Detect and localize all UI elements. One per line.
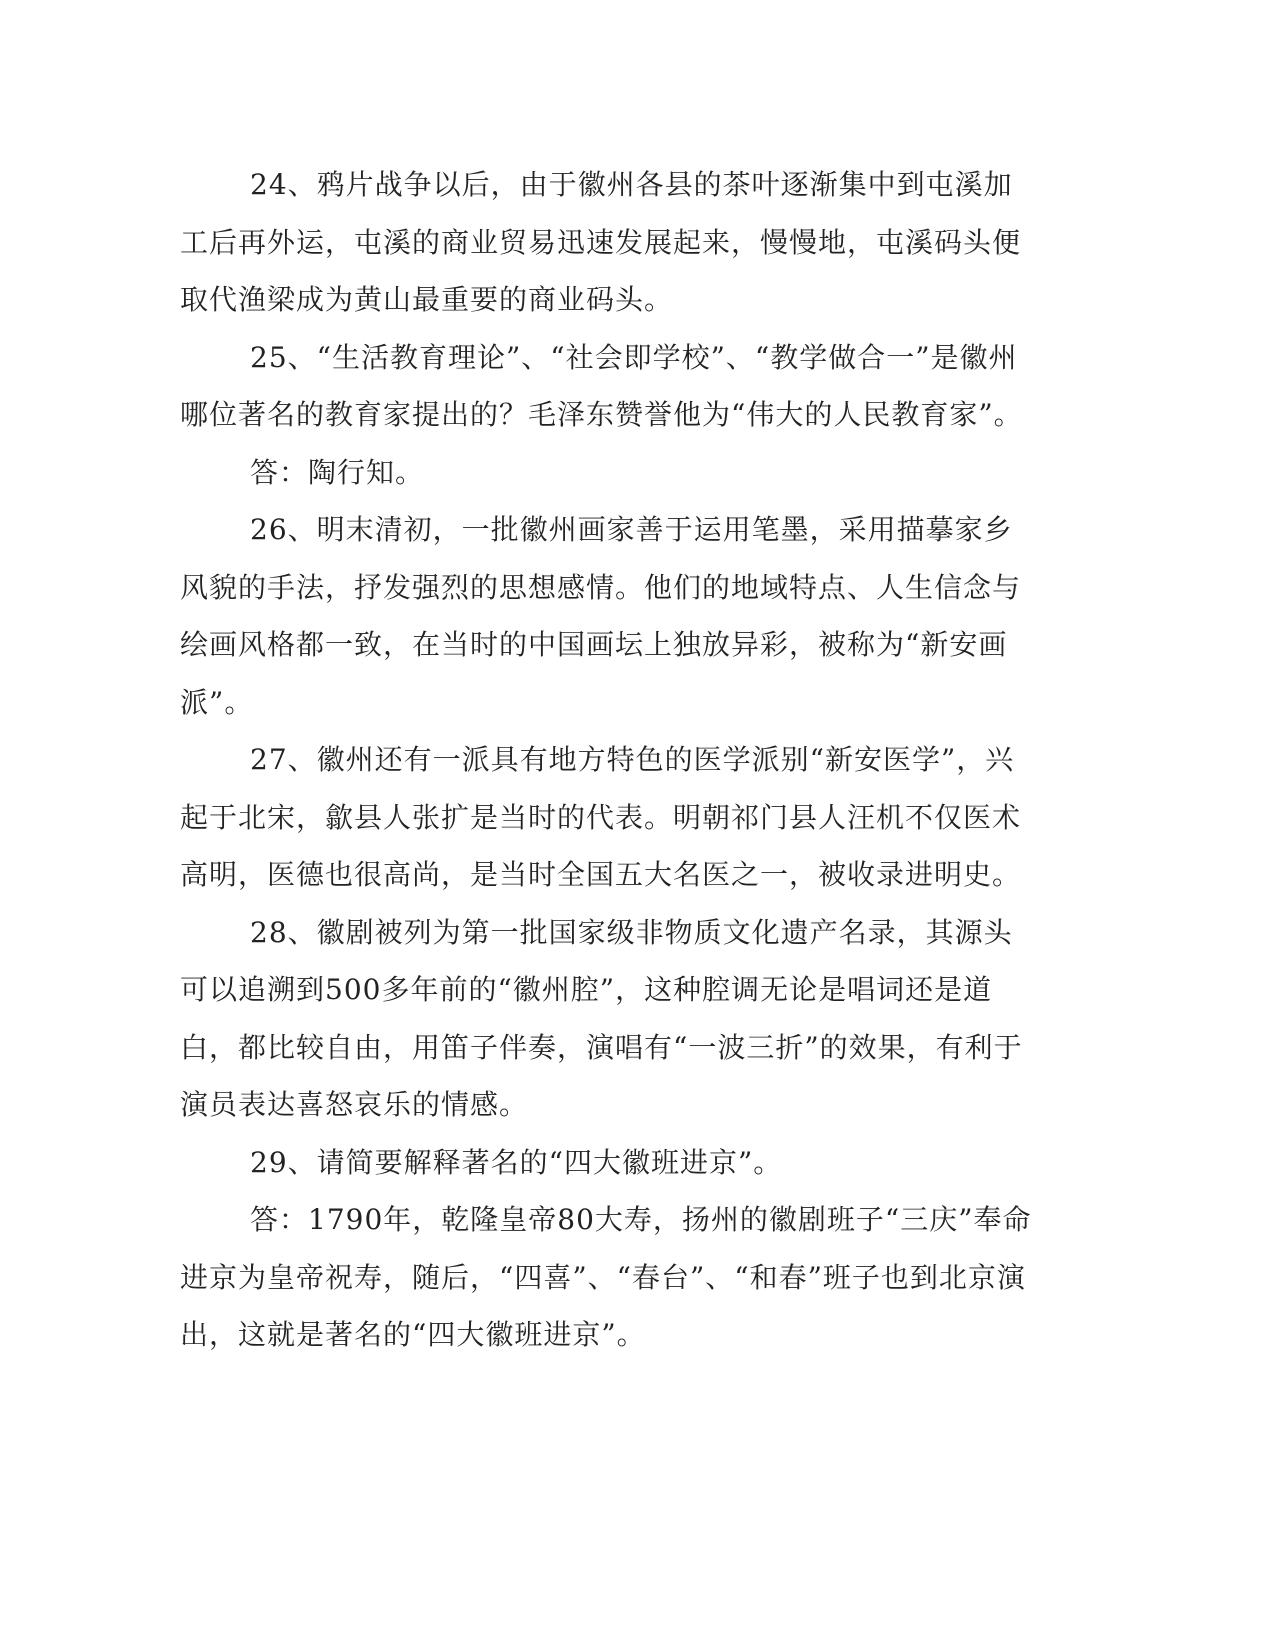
paragraph-29-question: 29、请简要解释著名的“四大徽班进京”。 xyxy=(250,1145,783,1179)
paragraph-28: 28、徽剧被列为第一批国家级非物质文化遗产名录，其源头可以追溯到500多年前的“徽州腔”，这种腔调无论是唱词还是道白，都比较自由，用笛子伴奏，演唱有“一波三折”的效果，有利于演员表达喜怒哀乐的情感。 xyxy=(180,915,1023,1121)
paragraph-26: 26、明末清初，一批徽州画家善于运用笔墨，采用描摹家乡风貌的手法，抒发强烈的思想感情。他们的地域特点、人生信念与绘画风格都一致，在当时的中国画坛上独放异彩，被称为“新安画派”。 xyxy=(180,513,1022,719)
paragraph-24: 24、鸦片战争以后，由于徽州各县的茶叶逐渐集中到屯溪加工后再外运，屯溪的商业贸易迅速发展起来，慢慢地，屯溪码头便取代渔梁成为黄山最重要的商业码头。 xyxy=(180,168,1022,316)
document-body xyxy=(180,156,1040,1364)
paragraph-25-question: 25、“生活教育理论”、“社会即学校”、“教学做合一”是徽州哪位著名的教育家提出的？毛泽东赞誉他为“伟大的人民教育家”。 xyxy=(180,340,1023,431)
paragraph-25-answer: 答：陶行知。 xyxy=(250,455,425,489)
paragraph-29-answer: 答：1790年，乾隆皇帝80大寿，扬州的徽剧班子“三庆”奉命进京为皇帝祝寿，随后，“四喜”、“春台”、“和春”班子也到北京演出，这就是著名的“四大徽班进京”。 xyxy=(180,1203,1032,1351)
paragraph-27: 27、徽州还有一派具有地方特色的医学派别“新安医学”，兴起于北宋，歙县人张扩是当时的代表。明朝祁门县人汪机不仅医术高明，医德也很高尚，是当时全国五大名医之一，被收录进明史。 xyxy=(180,743,1022,891)
